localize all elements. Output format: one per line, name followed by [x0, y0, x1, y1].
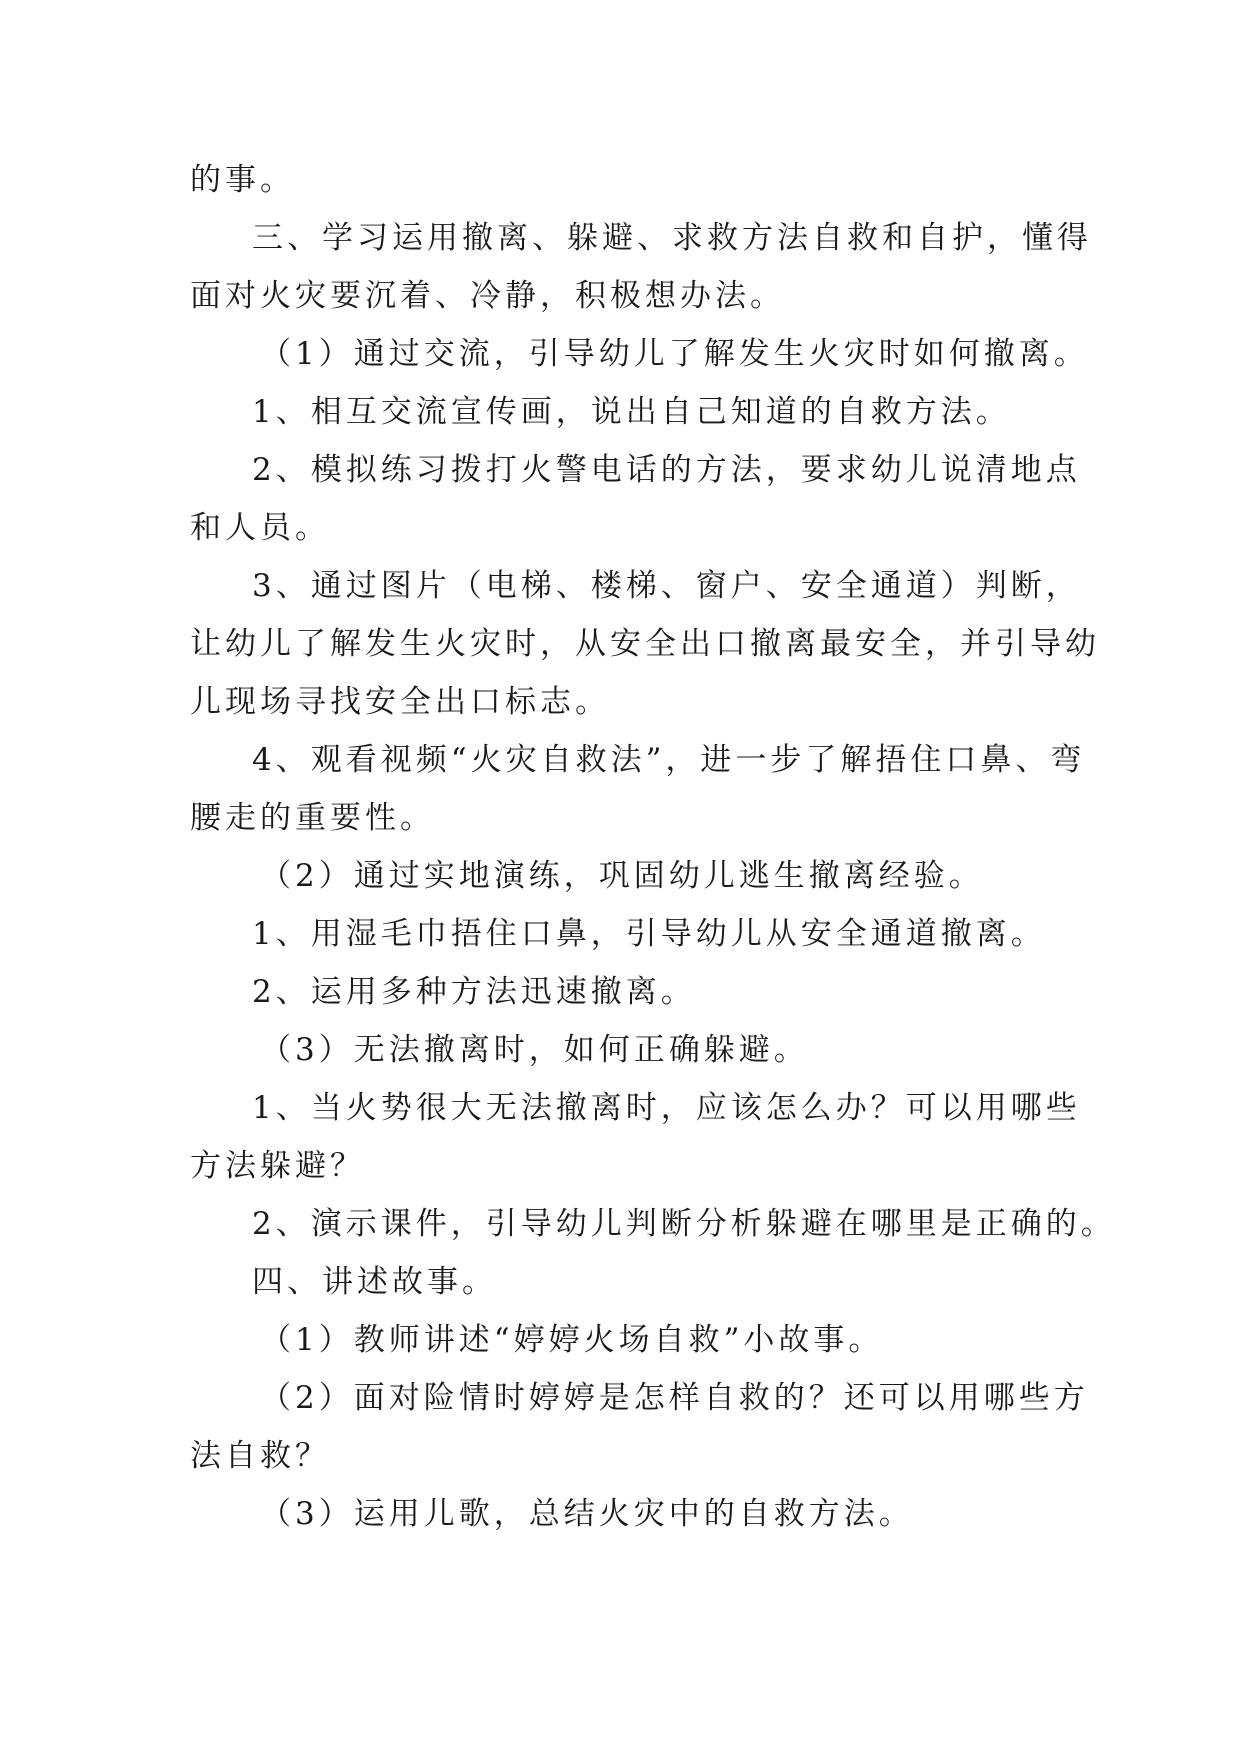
subheading: （2）通过实地演练，巩固幼儿逃生撤离经验。 — [260, 858, 984, 894]
text-line: 方法躲避？ — [190, 1148, 365, 1184]
section-heading: 四、讲述故事。 — [252, 1264, 497, 1300]
subheading: （3）运用儿歌，总结火灾中的自救方法。 — [260, 1496, 914, 1532]
text-line: 和人员。 — [190, 510, 330, 546]
list-item: 2、演示课件，引导幼儿判断分析躲避在哪里是正确的。 — [252, 1206, 1116, 1242]
subheading: （1）教师讲述“婷婷火场自救”小故事。 — [260, 1322, 884, 1358]
list-item: 3、通过图片（电梯、楼梯、窗户、安全通道）判断， — [252, 568, 1081, 604]
text-line: 让幼儿了解发生火灾时，从安全出口撤离最安全，并引导幼 — [190, 626, 1100, 662]
list-item: 2、运用多种方法迅速撤离。 — [252, 974, 696, 1010]
section-heading: 三、学习运用撤离、躲避、求救方法自救和自护，懂得 — [252, 220, 1092, 256]
text-line: 法自救？ — [190, 1438, 330, 1474]
subheading: （2）面对险情时婷婷是怎样自救的？还可以用哪些方 — [260, 1380, 1089, 1416]
list-item: 2、模拟练习拨打火警电话的方法，要求幼儿说清地点 — [252, 452, 1081, 488]
text-line: 的事。 — [190, 162, 295, 198]
list-item: 1、相互交流宣传画，说出自己知道的自救方法。 — [252, 394, 1011, 430]
text-line: 腰走的重要性。 — [190, 800, 435, 836]
list-item: 4、观看视频“火灾自救法”，进一步了解捂住口鼻、弯 — [252, 742, 1086, 778]
subheading: （3）无法撤离时，如何正确躲避。 — [260, 1032, 809, 1068]
text-line: 儿现场寻找安全出口标志。 — [190, 684, 610, 720]
list-item: 1、当火势很大无法撤离时，应该怎么办？可以用哪些 — [252, 1090, 1081, 1126]
list-item: 1、用湿毛巾捂住口鼻，引导幼儿从安全通道撤离。 — [252, 916, 1046, 952]
text-line: 面对火灾要沉着、冷静，积极想办法。 — [190, 278, 785, 314]
subheading: （1）通过交流，引导幼儿了解发生火灾时如何撤离。 — [260, 336, 1089, 372]
